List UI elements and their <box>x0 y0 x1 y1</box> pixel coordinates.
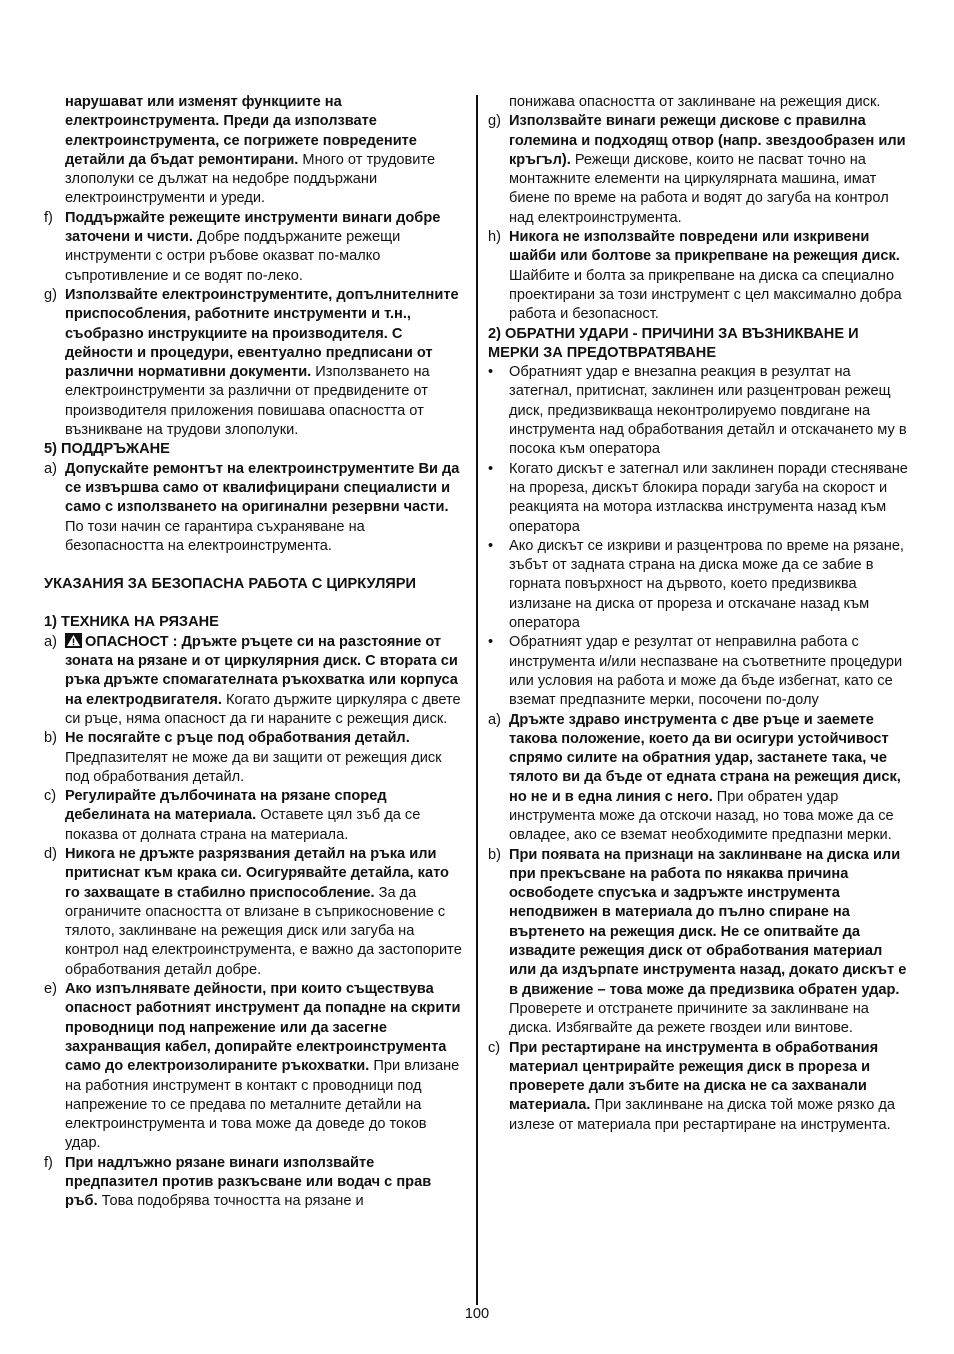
item-bold: Ако изпълнявате дейности, при които съществува опасност работният инструмент да попадне на скрити проводници под напрежение или да засегне захранващия кабел, допирайте електроинструмента само до електроизолираните ръкохватки. <box>65 981 461 1075</box>
list-item-a-right <box>488 711 912 846</box>
bullet-symbol: • <box>488 634 494 651</box>
item-text: Оставете цял зъб да се показва от долната страна на материала. <box>65 807 421 843</box>
bullet-item <box>488 633 912 710</box>
item-bold: При появата на признаци на заклинване на диска или при прекъсване на работа по някаква причина освободете спусъка и задръжте инструмента неподвижен в материала до пълно спиране на въртенето на режещия диск. Не се опитвайте да извадите режещия диск от обработвания материал или да издърпате инструмента назад, докато дискът е в движение – това може да предизвика обратен удар. <box>509 846 907 998</box>
item-text: При заклинване на диска той може рязко да излезе от материала при рестартиране на инструмента. <box>509 1097 896 1133</box>
item-text: Проверете и отстранете причините за заклинване на диска. Избягвайте да режете гвоздеи или винтове. <box>509 1000 869 1037</box>
list-item-g-right <box>488 112 912 228</box>
item-bold: Използвайте винаги режещи дискове с правилна големина и подходящ отвор (напр. звездообразен или кръгъл). <box>509 113 906 168</box>
warning-icon <box>65 633 82 648</box>
left-column <box>44 93 464 1212</box>
item-bold: Не посягайте с ръце под обработвания детайл. <box>65 730 410 747</box>
item-label: f) <box>44 209 53 226</box>
list-item-c <box>44 787 464 845</box>
item-bold: Допускайте ремонтът на електроинструментите Ви да се извършва само от квалифицирани специалисти и само с използването на оригинални резервни части. <box>65 460 460 516</box>
item-label: b) <box>488 846 501 863</box>
bullet-symbol: • <box>488 537 494 554</box>
item-label: f) <box>44 1154 53 1171</box>
bullet-text: Обратният удар е внезапна реакция в резултат на затегнал, притиснат, заклинен или разцентрован режещ диск, предизвикваща неконтролируемо повдигане на инструмента над обработвания детайл и отскачането му в посока към оператора <box>509 364 907 458</box>
list-item-b-right <box>488 846 912 1039</box>
list-item-c-right <box>488 1039 912 1135</box>
bullet-item <box>488 363 912 459</box>
bullet-symbol: • <box>488 460 494 477</box>
item-bold: Никога не дръжте разрязвания детайл на ръка или притиснат към крака си. Осигурявайте детайла, като го захващате в стабилно приспособление. <box>65 845 449 901</box>
item-label: c) <box>44 788 57 805</box>
item-label: g) <box>488 113 501 130</box>
page-number: 100 <box>464 1306 490 1322</box>
continuation-text: понижава опасността от заклинване на режещия диск. <box>509 94 881 110</box>
bullet-text: Обратният удар е резултат от неправилна работа с инструмента и/или неспазване на съответните процедури или условия на работа и може да бъде избегнат, като се вземат предпазните мерки, посочени по-долу <box>509 634 903 709</box>
item-label: c) <box>488 1039 501 1056</box>
right-column <box>488 93 912 1135</box>
list-item-b <box>44 729 464 787</box>
list-item-f2 <box>44 1154 464 1212</box>
item-label: a) <box>488 711 501 728</box>
item-text: Това подобрява точността на рязане и <box>97 1193 364 1210</box>
item-text: Използването на електроинструменти за различни от предвидените от производителя приложения повишава опасността от възникване на трудови злополуки. <box>65 364 430 439</box>
list-item-g <box>44 286 464 440</box>
item-label: g) <box>44 286 57 303</box>
item-text: Предпазителят не може да ви защити от режещия диск под обработвания детайл. <box>65 749 442 785</box>
column-divider <box>476 95 478 1305</box>
item-text: За да ограничите опасността от влизане в съприкосновение с тялото, заклинване на режещия диск или загуба на контрол над електроинструмента, е важно да застопорите обработвания детайл добре. <box>65 884 462 978</box>
bullet-text: Когато дискът е затегнал или заклинен поради стесняване на прореза, дискът блокира поради загуба на скорост и реакцията на мотора изтласква инструмента назад към оператора <box>509 460 908 535</box>
bullet-symbol: • <box>488 364 494 381</box>
item-bold: При надлъжно рязане винаги използвайте предпазител против разкъсване или водач с прав ръб. <box>65 1154 432 1210</box>
bullet-item <box>488 537 912 633</box>
item-bold: Никога не използвайте повредени или изкривени шайби или болтове за прикрепване на режещия диск. <box>509 229 900 265</box>
item-text: Когато държите циркуляра с двете си ръце, няма опасност да ги нараните с режещия диск. <box>65 691 461 727</box>
list-item-a-danger <box>44 633 464 729</box>
intro-paragraph <box>44 93 464 209</box>
heading-maintenance: 5) ПОДДРЪЖАНЕ <box>44 441 170 458</box>
item-text: Добре поддържаните режещи инструменти с остри ръбове оказват по-малко съпротивление и се водят по-леко. <box>65 229 401 284</box>
heading-kickback: 2) ОБРАТНИ УДАРИ - ПРИЧИНИ ЗА ВЪЗНИКВАНЕ И МЕРКИ ЗА ПРЕДОТВРАТЯВАНЕ <box>488 325 859 361</box>
item-text: Режещи дискове, които не пасват точно на монтажните елементи на циркулярната машина, имат биене по време на работа и водят до загуба на контрол над електроинструмента. <box>509 151 889 226</box>
list-item-h-right <box>488 228 912 324</box>
item-text: Шайбите и болта за прикрепване на диска са специално проектирани за този инструмент с цел максимално добра работа и безопасност. <box>509 267 902 323</box>
bullet-text: Ако дискът се изкриви и разцентрова по време на рязане, зъбът от задната страна на диска може да се забие в горната повърхност на дървото, което предизвиква излизане на диска от прореза и отскачане назад към оператора <box>509 537 904 632</box>
item-text: По този начин се гарантира съхраняване на безопасността на електроинструмента. <box>65 518 365 554</box>
item-label: a) <box>44 460 57 477</box>
intro-text: Много от трудовите злополуки се дължат на недобре поддържани електроинструменти и уреди. <box>65 151 436 207</box>
item-bold: ОПАСНОСТ : Дръжте ръцете си на разстояние от зоната на рязане и от циркулярния диск. С втората си ръка дръжте спомагателната ръкохватка или корпуса на електродвигателя. <box>65 633 458 708</box>
item-bold: Поддържайте режещите инструменти винаги добре заточени и чисти. <box>65 209 441 246</box>
item-bold: При рестартиране на инструмента в обработвания материал центрирайте режещия диск в прореза и проверете дали зъбите на диска не са захванали материала. <box>509 1039 879 1114</box>
item-text: При влизане на работния инструмент в контакт с проводници под напрежение то се предава по металните детайли на електроинструмента и това може да доведе до токов удар. <box>65 1058 460 1152</box>
item-bold: Дръжте здраво инструмента с две ръце и заемете такова положение, което да ви осигури устойчивост спрямо силите на обратния удар, застанете така, че тялото ви да бъде от едната страна на режещия диск, но не и в една линия с него. <box>509 711 901 805</box>
item-label: d) <box>44 845 57 862</box>
item-bold: Използвайте електроинструментите, допълнителните приспособления, работните инструменти и т.н., съобразно инструкциите на производителя. С дейности и процедури, евентуално предписани от различни нормативни документи. <box>65 286 459 381</box>
heading-technique: 1) ТЕХНИКА НА РЯЗАНЕ <box>44 614 219 631</box>
item-label: h) <box>488 229 501 246</box>
list-item-f <box>44 209 464 286</box>
item-label: b) <box>44 730 57 747</box>
item-bold: Регулирайте дълбочината на рязане според дебелината на материала. <box>65 788 387 824</box>
bullet-item <box>488 460 912 537</box>
item-label: a) <box>44 633 57 650</box>
heading-safety: УКАЗАНИЯ ЗА БЕЗОПАСНА РАБОТА С ЦИРКУЛЯРИ <box>44 576 417 593</box>
intro-bold: нарушават или изменят функциите на електроинструмента. Преди да използвате електроинструмента, се погрижете повредените детайли да бъдат ремонтирани. <box>65 94 417 168</box>
item-label: e) <box>44 981 57 998</box>
list-item-a-maintenance <box>44 460 464 556</box>
list-item-d <box>44 845 464 980</box>
item-text: При обратен удар инструмента може да отскочи назад, но това може да се овладее, ако се вземат необходимите предпазни мерки. <box>509 788 894 844</box>
list-item-e <box>44 980 464 1154</box>
